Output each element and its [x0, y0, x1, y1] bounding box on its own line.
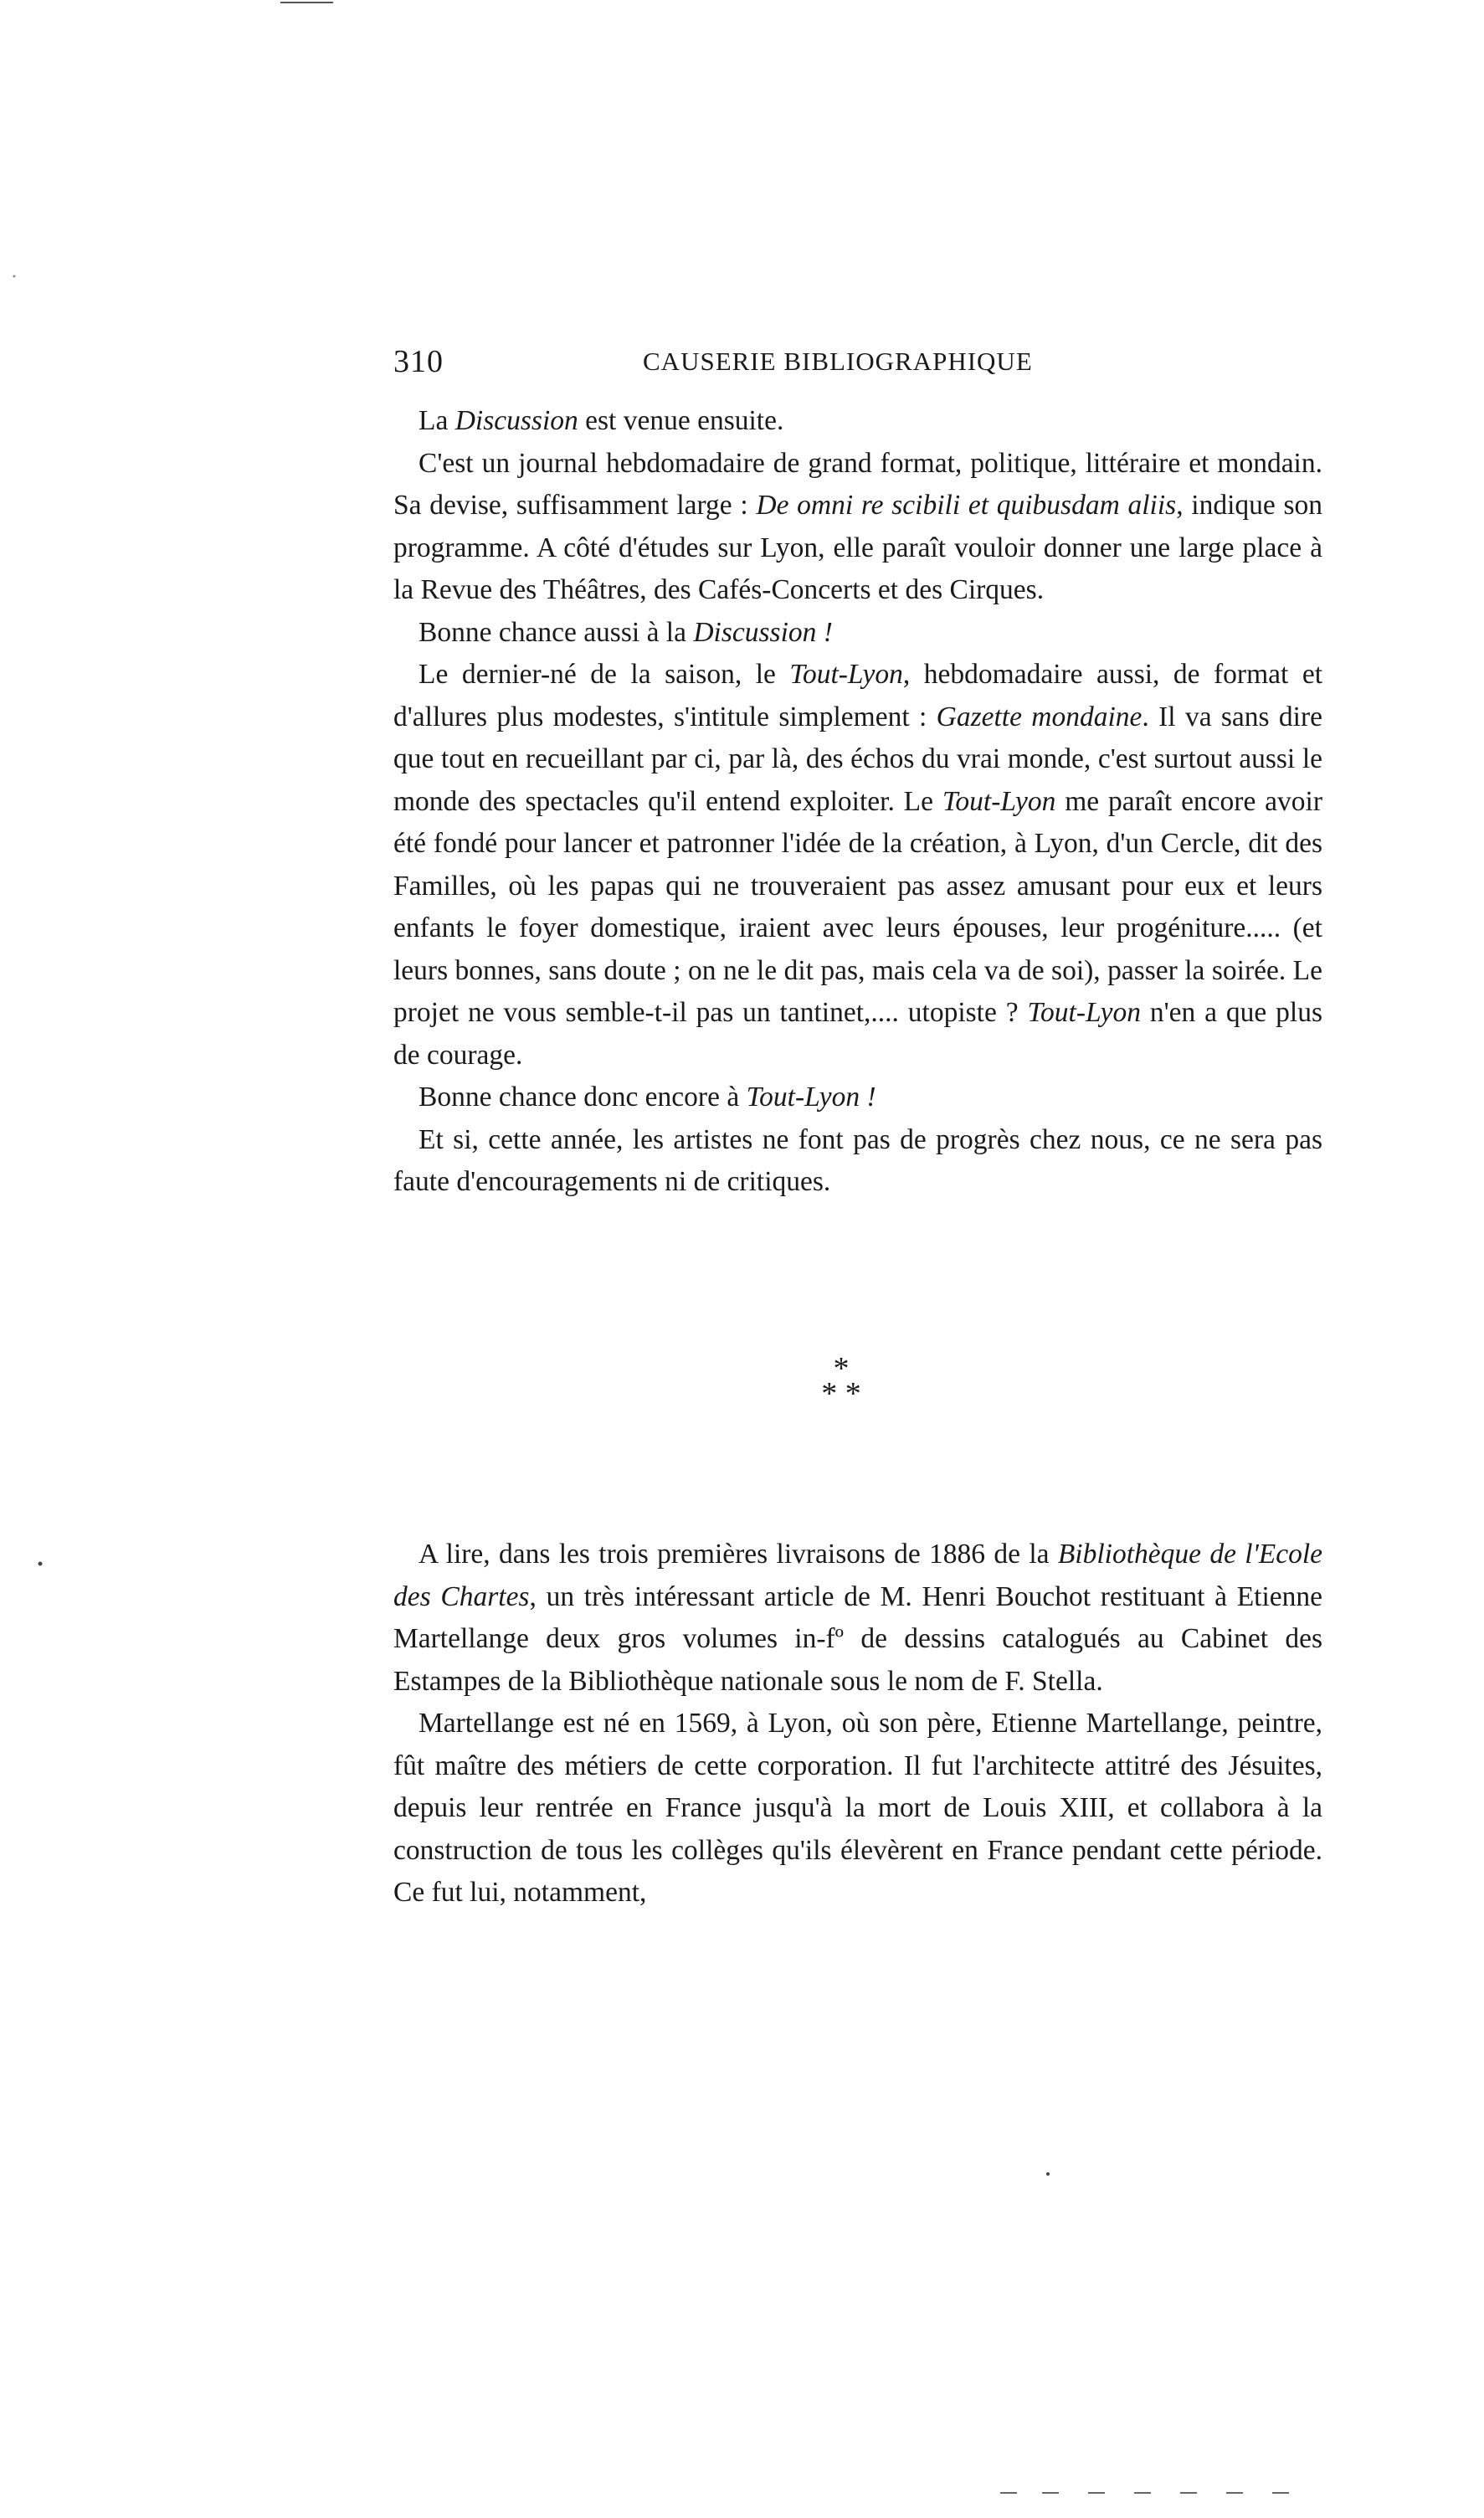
text-run: , un très intéressant article de M. Henri Bouchot restituant à Etienne Martellange deux gros volumes in-fº de dessins catalogués au Cabinet des Estampes de la Bibliothèque nationale sous le nom de F. Stella.	[393, 1580, 1323, 1697]
italic-text-run: De omni re scibili et quibusdam aliis	[756, 490, 1177, 521]
asterism-top: *	[833, 1351, 850, 1386]
asterism-bottom: * *	[821, 1376, 861, 1411]
text-run: est venue ensuite.	[578, 405, 784, 436]
text-run: Et si, cette année, les artistes ne font pas de progrès chez nous, ce ne sera pas faute d'encouragements ni de critiques.	[393, 1123, 1322, 1197]
text-run: Le dernier-né de la saison, le	[418, 659, 790, 690]
text-run: C'est un journal hebdomadaire de grand format, politique, littéraire et mondain. Sa devise, suffisamment large :	[393, 447, 1322, 521]
text-run: A lire, dans les trois premières livraisons de 1886 de la	[418, 1539, 1058, 1570]
section-periodicals	[393, 400, 1322, 1204]
text-run: Bonne chance aussi à la	[418, 616, 694, 648]
italic-text-run: Discussion	[454, 405, 578, 436]
italic-text-run: Tout-Lyon	[789, 659, 903, 690]
paragraph-tout-lyon	[393, 654, 1322, 1077]
italic-text-run: Tout-Lyon	[1027, 997, 1141, 1028]
paragraph-bouchot-article	[393, 1534, 1322, 1703]
italic-text-run: Discussion !	[693, 616, 833, 648]
italic-text-run: Tout-Lyon	[942, 785, 1056, 817]
asterism-separator	[757, 1351, 925, 1411]
paragraph-tout-lyon-wish	[393, 1077, 1322, 1119]
text-run: me paraît encore avoir été fondé pour lancer et patronner l'idée de la création, à Lyon, d'un Cercle, dit des Familles, où les papas qui ne trouveraient pas assez amusant pour eux et leurs enfants le foyer domestique, iraient avec leurs épouses, leur progéniture..... (et leurs bonnes, sans doute ; on ne le dit pas, mais cela va de soi), passer la soirée. Le projet ne vous semble-t-il pas un tantinet,.... utopiste ?	[393, 785, 1322, 1028]
text-run: n'en a que plus de courage.	[393, 997, 1322, 1071]
page-number: 310	[393, 344, 444, 379]
italic-text-run: Gazette mondaine	[936, 701, 1143, 732]
section-martellange	[393, 1534, 1322, 1914]
italic-text-run: Tout-Lyon !	[746, 1082, 876, 1113]
italic-text-run: Bibliothèque de l'Ecole des Chartes	[393, 1539, 1322, 1612]
paragraph-martellange-bio	[393, 1703, 1322, 1914]
scan-speck	[1046, 2172, 1050, 2176]
text-run: , hebdomadaire aussi, de format et d'allures plus modestes, s'intitule simplement :	[393, 659, 1323, 732]
paragraph-discussion-description	[393, 443, 1322, 612]
scan-speck	[13, 275, 16, 278]
paragraph-discussion-wish	[393, 612, 1322, 655]
text-run: Bonne chance donc encore à	[418, 1082, 747, 1113]
text-run: . Il va sans dire que tout en recueillant par ci, par là, des échos du vrai monde, c'est surtout aussi le monde des spectacles qu'il entend exploiter. Le	[393, 701, 1323, 817]
page-header	[393, 338, 1322, 385]
paragraph-artists	[393, 1119, 1322, 1204]
scan-speck	[39, 1562, 43, 1566]
text-run: La	[418, 405, 455, 436]
paragraph-discussion-intro	[393, 400, 1322, 443]
running-head: CAUSERIE BIBLIOGRAPHIQUE	[643, 347, 1033, 376]
text-run: , indique son programme. A côté d'études sur Lyon, elle paraît vouloir donner une large place à la Revue des Théâtres, des Cafés-Concerts et des Cirques.	[393, 490, 1322, 605]
text-run: Martellange est né en 1569, à Lyon, où son père, Etienne Martellange, peintre, fût maître des métiers de cette corporation. Il fut l'architecte attitré des Jésuites, depuis leur rentrée en France jusqu'à la mort de Louis XIII, et collabora à la construction de tous les collèges qu'ils élevèrent en France pendant cette période. Ce fut lui, notamment,	[393, 1708, 1322, 1908]
